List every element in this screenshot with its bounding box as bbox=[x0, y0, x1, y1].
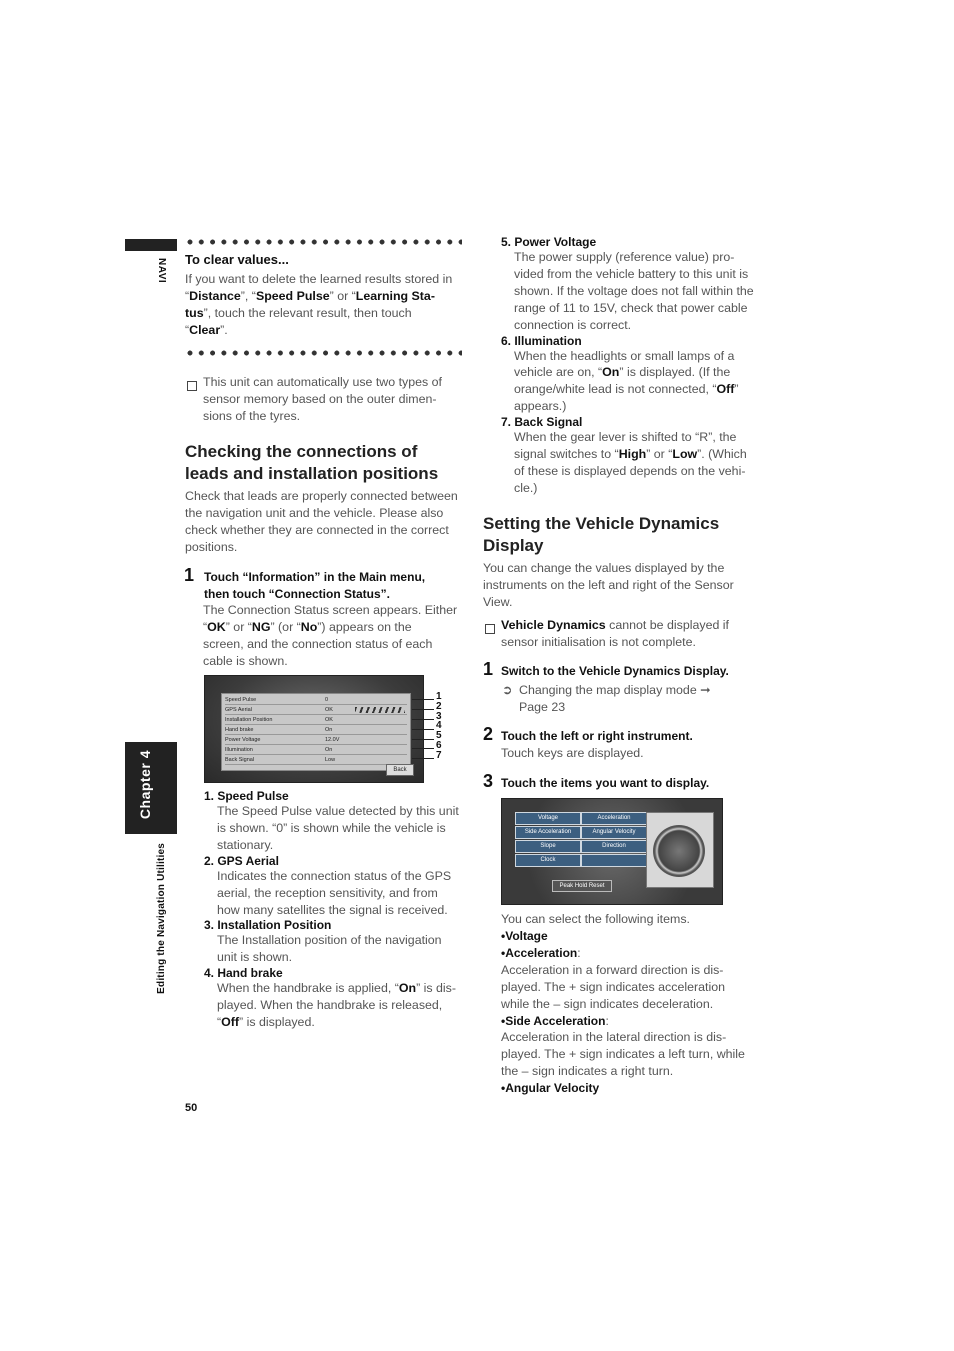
step-r2-number: 2 bbox=[483, 724, 494, 744]
row-value: OK bbox=[325, 717, 333, 723]
desc-line: the – sign indicates a right turn. bbox=[501, 1064, 674, 1079]
desc-line: while the – sign indicates deceleration. bbox=[501, 996, 714, 1011]
status-row bbox=[225, 696, 407, 705]
intro-line: View. bbox=[483, 594, 513, 609]
t: Speed Pulse bbox=[255, 288, 330, 303]
row-value: Low bbox=[325, 757, 336, 763]
connection-status-screenshot bbox=[204, 675, 424, 783]
clear-text bbox=[185, 271, 465, 339]
desc-line: unit is shown. bbox=[217, 950, 293, 965]
t: ”) appears on the bbox=[317, 619, 412, 634]
intro-line: You can change the values displayed by the bbox=[483, 561, 725, 575]
step-1-number: 1 bbox=[184, 565, 195, 585]
item-desc bbox=[217, 868, 474, 919]
intro-1 bbox=[185, 488, 470, 556]
t: Off bbox=[221, 1015, 240, 1030]
items-right bbox=[501, 235, 766, 497]
arrow-right-icon: ➞ bbox=[700, 683, 711, 697]
row-value: 0 bbox=[325, 697, 329, 703]
heading-line: Display bbox=[483, 535, 544, 555]
item-label: 1. Speed Pulse bbox=[204, 789, 289, 803]
clear-line bbox=[185, 322, 465, 339]
t: “ bbox=[185, 322, 190, 337]
intro-line: positions. bbox=[185, 539, 238, 554]
desc-line bbox=[217, 980, 474, 997]
step-body-line: cable is shown. bbox=[203, 653, 288, 668]
note-line bbox=[501, 617, 766, 634]
intro-line: Check that leads are properly connected between bbox=[185, 489, 458, 503]
desc-line: of these is displayed depends on the vehi- bbox=[514, 463, 746, 478]
t: •Acceleration bbox=[501, 945, 578, 960]
step-r2-body: Touch keys are displayed. bbox=[501, 746, 644, 760]
row-label: Installation Position bbox=[225, 717, 273, 723]
row-label: Power Voltage bbox=[225, 737, 261, 743]
option-desc bbox=[501, 962, 766, 1013]
t: ” bbox=[734, 382, 739, 397]
desc-line: When the gear lever is shifted to “R”, the bbox=[514, 430, 737, 445]
clear-line: If you want to delete the learned results stored in bbox=[185, 272, 453, 286]
desc-line: appears.) bbox=[514, 399, 567, 414]
desc-line: Acceleration in the lateral direction is dis- bbox=[501, 1030, 727, 1045]
option-label bbox=[501, 1013, 766, 1030]
desc-line: cle.) bbox=[514, 480, 538, 495]
intro-line: the navigation unit and the vehicle. Please also bbox=[185, 505, 444, 520]
t: : bbox=[577, 945, 581, 960]
intro-2 bbox=[483, 560, 763, 611]
t: Vehicle Dynamics bbox=[501, 618, 606, 632]
callout-number: 7 bbox=[436, 749, 442, 761]
back-button[interactable]: Back bbox=[386, 764, 414, 776]
direction-button[interactable]: Direction bbox=[581, 840, 647, 853]
note-line: sensor initialisation is not complete. bbox=[501, 634, 696, 649]
step-r3-title: Touch the items you want to display. bbox=[501, 776, 710, 790]
t: Low bbox=[672, 447, 698, 462]
row-label: GPS Aerial bbox=[225, 707, 252, 713]
status-row bbox=[225, 706, 407, 715]
t: ”. bbox=[220, 322, 228, 337]
desc-line bbox=[514, 446, 766, 463]
callout-line bbox=[412, 699, 434, 700]
note-2 bbox=[501, 617, 766, 651]
desc-line: how many satellites the signal is received. bbox=[217, 902, 448, 917]
option-desc bbox=[501, 1029, 766, 1080]
note-1 bbox=[203, 374, 463, 425]
heading-line: Setting the Vehicle Dynamics bbox=[483, 514, 720, 533]
callout-number: 5 bbox=[436, 730, 442, 742]
t: On bbox=[398, 981, 417, 996]
callout-number: 1 bbox=[436, 691, 442, 702]
t: ” or “ bbox=[329, 288, 356, 303]
gauge-icon bbox=[653, 825, 705, 877]
clear-title: To clear values... bbox=[185, 252, 289, 267]
step-body-line bbox=[203, 619, 473, 636]
t: Off bbox=[716, 382, 735, 397]
t: ” is dis- bbox=[416, 981, 456, 996]
desc-line: played. When the handbrake is released, bbox=[217, 998, 443, 1013]
callout-number: 2 bbox=[436, 700, 442, 712]
intro-line: instruments on the left and right of the Sensor bbox=[483, 577, 734, 592]
section-label: Editing the Navigation Utilities bbox=[156, 843, 167, 994]
note-line: sions of the tyres. bbox=[203, 408, 301, 423]
t: When the handbrake is applied, “ bbox=[217, 981, 399, 996]
item-label: 7. Back Signal bbox=[501, 415, 583, 430]
t: ”, “ bbox=[240, 288, 256, 303]
ref-line[interactable] bbox=[519, 682, 764, 699]
row-value: On bbox=[325, 727, 333, 733]
desc-line: When the headlights or small lamps of a bbox=[514, 348, 735, 363]
desc-line: played. The + sign indicates acceleration bbox=[501, 979, 725, 994]
blank-button[interactable] bbox=[581, 854, 647, 867]
divider-dots bbox=[187, 350, 462, 356]
item-desc bbox=[217, 980, 474, 1031]
row-label: Back Signal bbox=[225, 757, 255, 763]
chapter-label: Chapter 4 bbox=[137, 750, 153, 820]
desc-line bbox=[514, 364, 766, 381]
step-r2-title: Touch the left or right instrument. bbox=[501, 729, 693, 743]
desc-line bbox=[514, 381, 766, 398]
t: “ bbox=[217, 1015, 222, 1030]
step-body-line: screen, and the connection status of each bbox=[203, 636, 433, 651]
clear-line bbox=[185, 305, 465, 322]
option-label: •Voltage bbox=[501, 929, 548, 943]
callout-line bbox=[412, 758, 434, 759]
row-label: Illumination bbox=[225, 747, 253, 753]
t: ” is displayed. bbox=[239, 1015, 315, 1030]
t: ”, touch the relevant result, then touch bbox=[203, 305, 412, 320]
desc-line: is shown. “0” is shown while the vehicle is bbox=[217, 820, 446, 835]
item-desc bbox=[514, 429, 766, 497]
t: ” (or “ bbox=[270, 619, 301, 634]
item-desc bbox=[217, 932, 474, 966]
navi-label: NAVI bbox=[156, 258, 167, 284]
t: cannot be displayed if bbox=[605, 618, 730, 632]
clear-line bbox=[185, 288, 465, 305]
desc-line: The power supply (reference value) pro- bbox=[514, 250, 735, 264]
signal-bars-icon bbox=[355, 707, 405, 713]
t: High bbox=[618, 447, 647, 462]
item-label: 3. Installation Position bbox=[204, 918, 332, 933]
t: OK bbox=[207, 619, 226, 634]
desc-line: The Installation position of the navigation bbox=[217, 933, 442, 948]
step-1-title bbox=[204, 569, 469, 602]
desc-line: range of 11 to 15V, check that power cable bbox=[514, 300, 748, 315]
step-r1-number: 1 bbox=[483, 659, 494, 679]
note-box-icon bbox=[187, 378, 203, 396]
callout-number: 3 bbox=[436, 710, 442, 722]
heading-vehicle-dynamics bbox=[483, 513, 773, 556]
page-number: 50 bbox=[185, 1102, 198, 1114]
row-label: Hand brake bbox=[225, 727, 254, 733]
select-text: You can select the following items. bbox=[501, 912, 690, 926]
ref-line[interactable]: Page 23 bbox=[519, 699, 566, 714]
option-label: •Angular Velocity bbox=[501, 1081, 600, 1096]
item-desc bbox=[514, 249, 766, 334]
t: vehicle are on, “ bbox=[514, 365, 603, 380]
t: signal switches to “ bbox=[514, 447, 619, 462]
items-left bbox=[204, 789, 474, 1031]
step-r1-title: Switch to the Vehicle Dynamics Display. bbox=[501, 664, 729, 678]
desc-line: shown. If the voltage does not fall within the bbox=[514, 283, 754, 298]
t: •Side Acceleration bbox=[501, 1013, 606, 1028]
angular-velocity-button[interactable]: Angular Velocity bbox=[581, 826, 647, 839]
item-desc bbox=[514, 348, 766, 416]
option-list bbox=[501, 928, 766, 1097]
step-r3-number: 3 bbox=[483, 771, 494, 791]
step-title-line: Touch “Information” in the Main menu, bbox=[204, 570, 426, 584]
item-label: 6. Illumination bbox=[501, 333, 582, 348]
row-label: Speed Pulse bbox=[225, 697, 257, 703]
sidebar-top-bar bbox=[125, 239, 177, 251]
side-acceleration-button[interactable]: Side Acceleration bbox=[515, 826, 581, 839]
callout-line bbox=[412, 748, 434, 749]
desc-line: vided from the vehicle battery to this unit is bbox=[514, 266, 749, 281]
row-value: 12.0V bbox=[325, 737, 340, 743]
t: ” is displayed. (If the bbox=[619, 365, 731, 380]
row-value: On bbox=[325, 747, 333, 753]
t: ”. (Which bbox=[697, 447, 747, 462]
t: Clear bbox=[189, 322, 221, 337]
t: orange/white lead is not connected, “ bbox=[514, 382, 717, 397]
t: “ bbox=[185, 288, 190, 303]
intro-line: check whether they are connected in the correct bbox=[185, 522, 449, 537]
step-body-line: The Connection Status screen appears. Either bbox=[203, 603, 458, 617]
desc-line: stationary. bbox=[217, 837, 274, 852]
callout-line bbox=[412, 729, 434, 730]
status-row bbox=[225, 746, 407, 755]
status-panel bbox=[221, 693, 411, 771]
ref-icon: ➲ bbox=[502, 683, 513, 697]
item-label: 5. Power Voltage bbox=[501, 235, 597, 249]
step-1-body bbox=[203, 602, 473, 670]
desc-line: played. The + sign indicates a left turn, while bbox=[501, 1047, 745, 1062]
t: NG bbox=[251, 619, 271, 634]
callout-line bbox=[412, 739, 434, 740]
desc-line: aerial, the reception sensitivity, and from bbox=[217, 885, 438, 900]
t: ” or “ bbox=[646, 447, 673, 462]
chapter-tab bbox=[125, 742, 177, 834]
option-label bbox=[501, 945, 766, 962]
step-title-line: then touch “Connection Status”. bbox=[204, 586, 390, 601]
clock-button[interactable]: Clock bbox=[515, 854, 581, 867]
callout-numbers bbox=[436, 692, 446, 761]
t: Distance bbox=[189, 288, 241, 303]
divider-dots bbox=[187, 239, 462, 245]
status-row bbox=[225, 716, 407, 725]
voltage-button[interactable]: Voltage bbox=[515, 812, 581, 825]
desc-line bbox=[217, 1014, 474, 1031]
item-label: 2. GPS Aerial bbox=[204, 853, 279, 868]
callout-line bbox=[412, 719, 434, 720]
t: On bbox=[602, 365, 620, 380]
status-row bbox=[225, 726, 407, 735]
callout-number: 6 bbox=[436, 739, 442, 751]
callout-number: 4 bbox=[436, 720, 442, 732]
desc-line: Acceleration in a forward direction is dis- bbox=[501, 962, 724, 977]
step-r1-ref bbox=[519, 682, 764, 716]
item-label: 4. Hand brake bbox=[204, 966, 283, 981]
right-instrument[interactable] bbox=[646, 812, 714, 888]
heading-line: leads and installation positions bbox=[185, 463, 439, 483]
vehicle-dynamics-screenshot bbox=[501, 798, 723, 905]
note-line: sensor memory based on the outer dimen- bbox=[203, 391, 437, 406]
peak-hold-reset-button[interactable]: Peak Hold Reset bbox=[552, 880, 612, 892]
callout-line bbox=[412, 709, 434, 710]
status-row bbox=[225, 736, 407, 745]
heading-connections bbox=[185, 441, 475, 484]
t: “ bbox=[203, 619, 208, 634]
t: Learning Sta- bbox=[355, 288, 435, 303]
t: : bbox=[605, 1013, 609, 1028]
desc-line: The Speed Pulse value detected by this unit bbox=[217, 804, 459, 818]
acceleration-button[interactable]: Acceleration bbox=[581, 812, 647, 825]
status-row bbox=[225, 756, 407, 765]
desc-line: Indicates the connection status of the GPS bbox=[217, 868, 452, 883]
t: tus bbox=[185, 305, 204, 320]
t: ” or “ bbox=[225, 619, 252, 634]
slope-button[interactable]: Slope bbox=[515, 840, 581, 853]
note-box-icon bbox=[485, 621, 501, 639]
t: No bbox=[300, 619, 318, 634]
item-desc bbox=[217, 803, 474, 854]
t: Changing the map display mode bbox=[519, 683, 697, 697]
heading-line: Checking the connections of bbox=[185, 442, 418, 461]
note-line: This unit can automatically use two types of bbox=[203, 375, 442, 389]
row-value: OK bbox=[325, 707, 333, 713]
desc-line: connection is correct. bbox=[514, 317, 632, 332]
